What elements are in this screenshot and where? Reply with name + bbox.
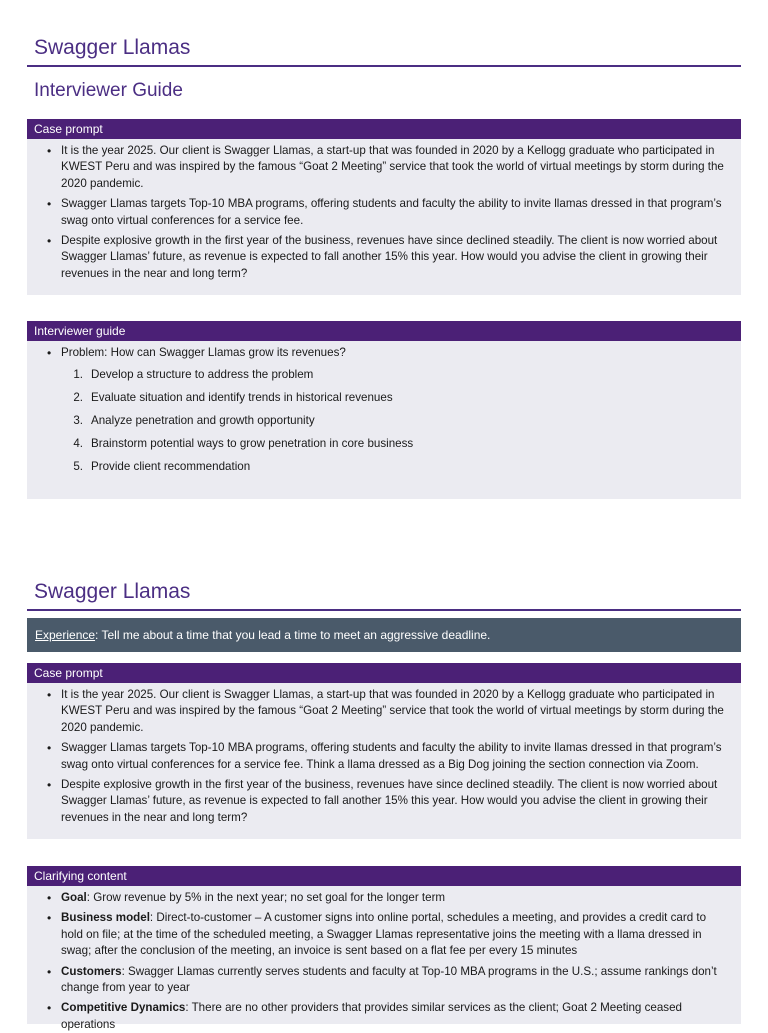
case-prompt-header: Case prompt	[27, 119, 741, 139]
clarifying-item: • Business model: Direct-to-customer – A customer signs into online portal, schedules a meeting, and provides a credit card to hold on file; at the time of the scheduled meeting, a Swagger Llamas representative joins the meeting with a llama dressed in swag; after the conclusion of the meeting, an invoice is sent based on a flat fee per every 15 minutes	[41, 910, 729, 959]
clarifying-item: • Competitive Dynamics: There are no other providers that provides similar services as the client; Goat 2 Meeting ceased operations	[41, 1000, 729, 1033]
guide-step: 3. Analyze penetration and growth opportunity	[73, 414, 315, 428]
guide-step: 1. Develop a structure to address the problem	[73, 368, 314, 382]
case-prompt-header: Case prompt	[27, 663, 741, 683]
experience-banner	[27, 618, 741, 652]
title-divider	[27, 65, 741, 67]
section2-title: Swagger Llamas	[34, 580, 191, 603]
case-prompt-bullet: • It is the year 2025. Our client is Swagger Llamas, a start-up that was founded in 2020 by a Kellogg graduate who participated in KWEST Peru and was inspired by the famous “Goat 2 Meeting” service that took the world of virtual meetings by storm during the 2020 pandemic.	[41, 143, 729, 192]
case-prompt-bullet: • It is the year 2025. Our client is Swagger Llamas, a start-up that was founded in 2020 by a Kellogg graduate who participated in KWEST Peru and was inspired by the famous “Goat 2 Meeting” service that took the world of virtual meetings by storm during the 2020 pandemic.	[41, 687, 729, 736]
experience-text: : Tell me about a time that you lead a time to meet an aggressive deadline.	[95, 628, 491, 642]
case-prompt-bullet: • Swagger Llamas targets Top-10 MBA programs, offering students and faculty the ability to invite llamas dressed in that program’s swag onto virtual conferences for a service fee.	[41, 196, 729, 229]
guide-steps-list	[41, 367, 729, 475]
case-prompt-panel	[27, 683, 741, 839]
guide-step: 2. Evaluate situation and identify trends in historical revenues	[73, 391, 393, 405]
clarifying-content-header: Clarifying content	[27, 866, 741, 886]
case-prompt-bullet: • Swagger Llamas targets Top-10 MBA programs, offering students and faculty the ability to invite llamas dressed in that program’s swag onto virtual conferences for a service fee. Think a llama dressed as a Big Dog joining the section connection via Zoom.	[41, 740, 729, 773]
section1-title: Swagger Llamas	[34, 36, 191, 59]
interviewer-guide-header: Interviewer guide	[27, 321, 741, 341]
case-prompt-panel	[27, 139, 741, 295]
guide-problem: • Problem: How can Swagger Llamas grow its revenues?	[41, 345, 729, 361]
clarifying-content-panel	[27, 886, 741, 1031]
case-prompt-bullet: • Despite explosive growth in the first year of the business, revenues have since declined steadily. The client is now worried about Swagger Llamas’ future, as revenue is expected to fall another 15% this year. How would you advise the client in growing their revenues in the near and long term?	[41, 233, 729, 282]
case-prompt-bullet: • Despite explosive growth in the first year of the business, revenues have since declined steadily. The client is now worried about Swagger Llamas’ future, as revenue is expected to fall another 15% this year. How would you advise the client in growing their revenues in the near and long term?	[41, 777, 729, 826]
guide-step: 5. Provide client recommendation	[73, 460, 251, 474]
clarifying-item: • Customers: Swagger Llamas currently serves students and faculty at Top-10 MBA programs in the U.S.; assume rankings don’t change from year to year	[41, 964, 729, 997]
guide-step: 4. Brainstorm potential ways to grow penetration in core business	[73, 437, 414, 451]
clarifying-item: • Goal: Grow revenue by 5% in the next year; no set goal for the longer term	[41, 890, 729, 906]
interviewer-guide-panel	[27, 341, 741, 499]
section1-subtitle: Interviewer Guide	[34, 80, 183, 101]
experience-label: Experience	[35, 628, 96, 642]
title-divider	[27, 609, 741, 611]
